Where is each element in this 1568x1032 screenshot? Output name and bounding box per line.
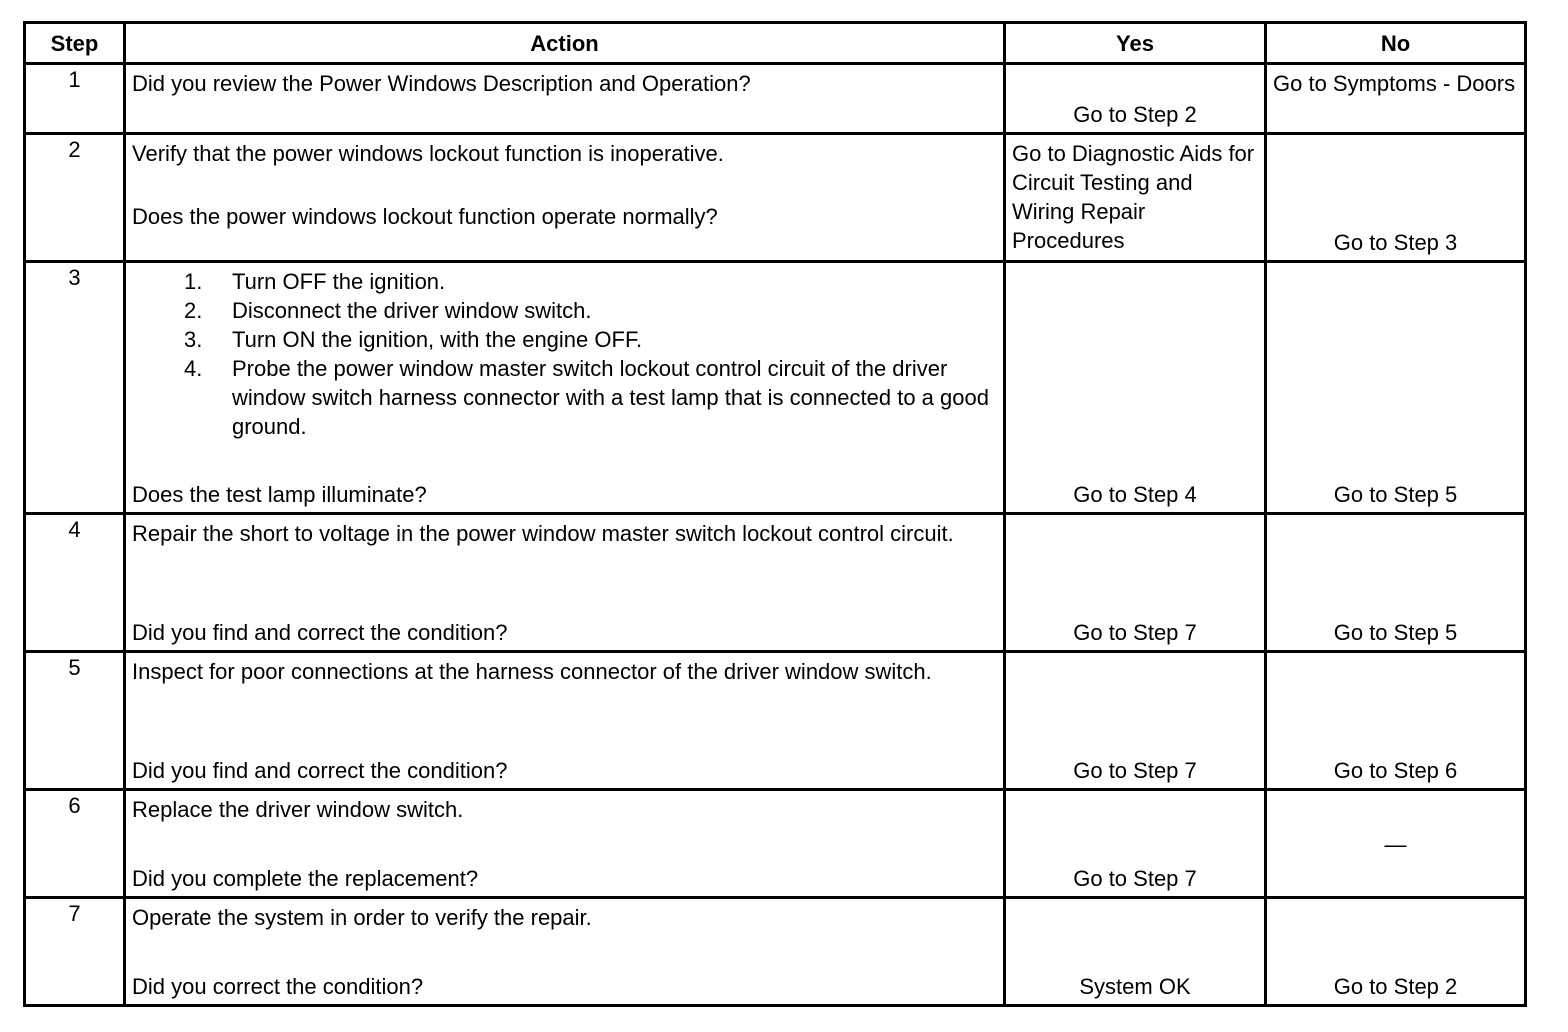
action-cell (125, 64, 1005, 134)
yes-cell (1005, 652, 1266, 790)
procedure-list (132, 267, 997, 441)
step-number: 5 (25, 652, 125, 790)
list-number: 3. (184, 327, 203, 352)
yes-cell (1005, 790, 1266, 898)
action-question: Does the power windows lockout function operate normally? (132, 204, 718, 229)
no-result: Go to Step 6 (1333, 758, 1458, 783)
yes-cell (1005, 514, 1266, 652)
action-cell (125, 514, 1005, 652)
no-cell (1266, 652, 1526, 790)
list-text: Probe the power window master switch lockout control circuit of the driver window switch harness connector with a test lamp that is connected to a good ground. (232, 356, 989, 439)
table-row (25, 262, 1526, 514)
action-text: Repair the short to voltage in the power window master switch lockout control circuit. (132, 521, 954, 546)
action-question: Did you find and correct the condition? (132, 758, 508, 783)
yes-result: Go to Step 2 (1073, 102, 1197, 127)
list-item (184, 267, 997, 296)
table-row (25, 652, 1526, 790)
no-cell (1266, 64, 1526, 134)
header-row (25, 23, 1526, 64)
yes-result: Go to Step 7 (1073, 758, 1197, 783)
yes-result: Go to Step 4 (1073, 482, 1197, 507)
table-row (25, 64, 1526, 134)
action-text: Verify that the power windows lockout function is inoperative. (132, 141, 724, 166)
no-result: Go to Step 5 (1333, 482, 1458, 507)
table-row (25, 898, 1526, 1006)
yes-result: Go to Diagnostic Aids for Circuit Testing and Wiring Repair Procedures (1012, 141, 1255, 253)
header-action: Action (125, 23, 1005, 64)
action-question: Did you find and correct the condition? (132, 620, 508, 645)
table-row (25, 134, 1526, 262)
action-text: Operate the system in order to verify the repair. (132, 905, 592, 930)
no-cell (1266, 514, 1526, 652)
no-result: Go to Step 2 (1333, 974, 1458, 999)
step-number: 1 (25, 64, 125, 134)
step-number: 2 (25, 134, 125, 262)
list-number: 1. (184, 269, 203, 294)
action-cell (125, 790, 1005, 898)
diagnostic-table (23, 21, 1527, 1007)
action-question: Did you correct the condition? (132, 974, 424, 999)
action-cell (125, 652, 1005, 790)
no-cell (1266, 262, 1526, 514)
action-question: Does the test lamp illuminate? (132, 482, 427, 507)
no-result: Go to Symptoms - Doors (1273, 71, 1516, 96)
table-row (25, 790, 1526, 898)
action-cell (125, 134, 1005, 262)
action-text: Inspect for poor connections at the harness connector of the driver window switch. (132, 659, 932, 684)
no-result: Go to Step 5 (1333, 620, 1458, 645)
action-text: Did you review the Power Windows Description and Operation? (132, 71, 751, 96)
action-cell (125, 262, 1005, 514)
yes-result: Go to Step 7 (1073, 620, 1197, 645)
action-text: Replace the driver window switch. (132, 797, 464, 822)
header-yes: Yes (1005, 23, 1266, 64)
list-number: 4. (184, 356, 203, 381)
yes-result: Go to Step 7 (1073, 866, 1197, 891)
action-question: Did you complete the replacement? (132, 866, 479, 891)
action-cell (125, 898, 1005, 1006)
yes-cell (1005, 134, 1266, 262)
no-cell (1266, 898, 1526, 1006)
no-result: — (1384, 831, 1407, 857)
yes-cell (1005, 262, 1266, 514)
step-number: 6 (25, 790, 125, 898)
yes-cell (1005, 64, 1266, 134)
header-no: No (1266, 23, 1526, 64)
no-cell (1266, 134, 1526, 262)
list-item (184, 354, 997, 441)
header-step: Step (25, 23, 125, 64)
list-number: 2. (184, 298, 203, 323)
yes-cell (1005, 898, 1266, 1006)
step-number: 4 (25, 514, 125, 652)
table-row (25, 514, 1526, 652)
list-text: Turn OFF the ignition. (232, 269, 446, 294)
yes-result: System OK (1079, 974, 1191, 999)
step-number: 7 (25, 898, 125, 1006)
no-cell (1266, 790, 1526, 898)
list-item (184, 296, 997, 325)
step-number: 3 (25, 262, 125, 514)
list-text: Disconnect the driver window switch. (232, 298, 592, 323)
no-result: Go to Step 3 (1333, 230, 1458, 255)
list-item (184, 325, 997, 354)
list-text: Turn ON the ignition, with the engine OFF. (232, 327, 643, 352)
